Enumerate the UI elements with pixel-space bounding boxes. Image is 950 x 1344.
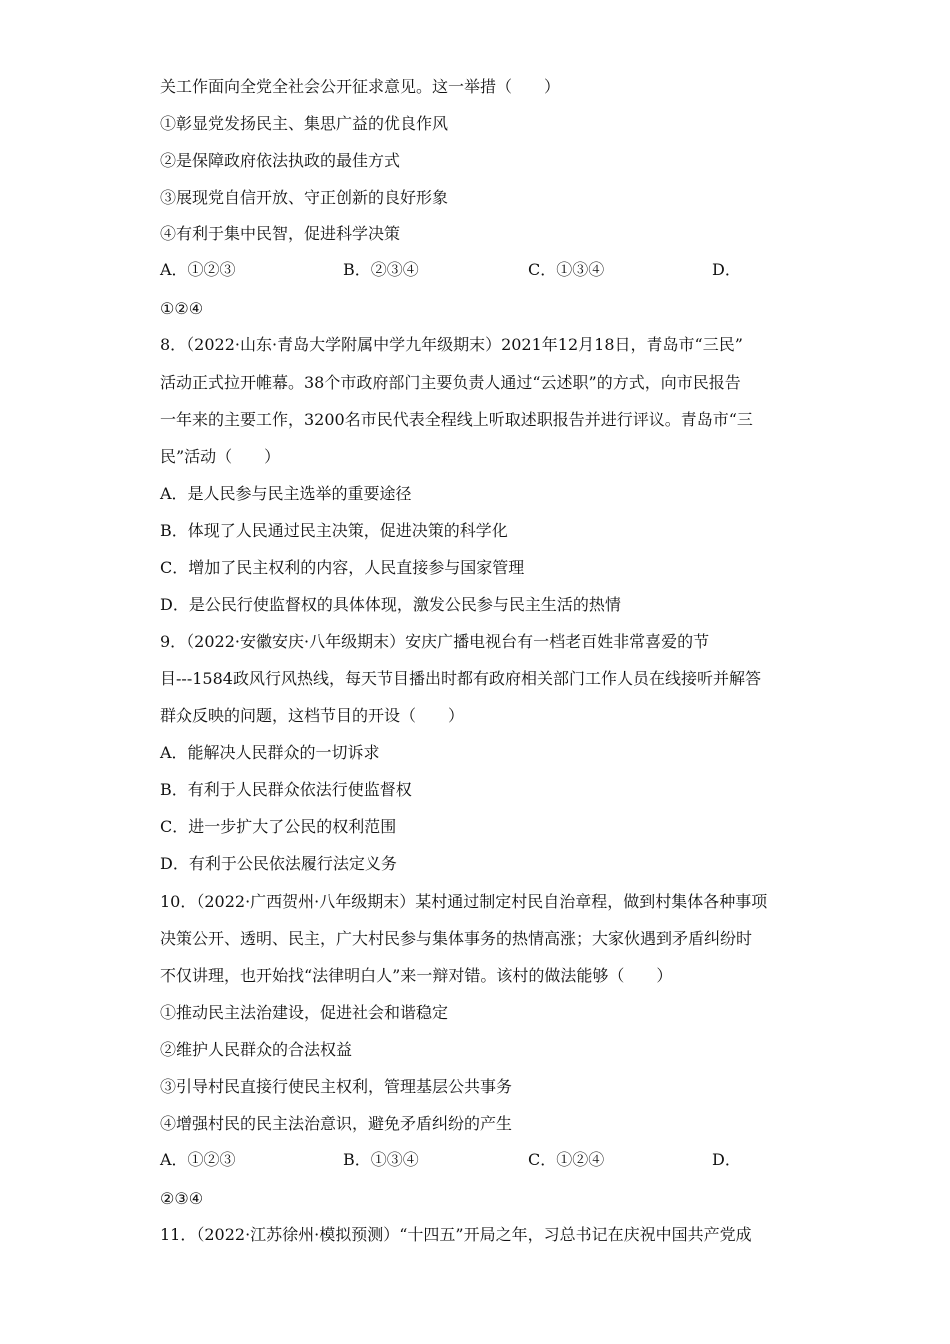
q8-stem-line-3: 一年来的主要工作，3200名市民代表全程线上听取述职报告并进行评议。青岛市“三 <box>160 410 753 429</box>
q10-option-b[interactable]: B．①③④ <box>343 1150 419 1169</box>
q10-stem-line-1: 10．（2022·广西贺州·八年级期末）某村通过制定村民自治章程，做到村集体各种事项 <box>160 892 768 911</box>
q9-option-c[interactable]: C．进一步扩大了公民的权利范围 <box>160 817 397 836</box>
q7-option-c[interactable]: C．①③④ <box>528 260 605 279</box>
q9-option-d[interactable]: D．有利于公民依法履行法定义务 <box>160 854 397 873</box>
q8-option-b[interactable]: B．体现了人民通过民主决策，促进决策的科学化 <box>160 521 508 540</box>
q10-option-c[interactable]: C．①②④ <box>528 1150 605 1169</box>
q10-options <box>160 1148 800 1172</box>
q7-item-1: ①彰显党发扬民主、集思广益的优良作风 <box>160 114 449 133</box>
q8-option-d[interactable]: D．是公民行使监督权的具体体现，激发公民参与民主生活的热情 <box>160 595 621 614</box>
q7-option-d-text[interactable]: ①②④ <box>160 299 204 318</box>
q7-item-3: ③展现党自信开放、守正创新的良好形象 <box>160 188 449 207</box>
q9-option-a[interactable]: A．能解决人民群众的一切诉求 <box>160 743 380 762</box>
q8-option-a[interactable]: A．是人民参与民主选举的重要途径 <box>160 484 412 503</box>
q9-option-b[interactable]: B．有利于人民群众依法行使监督权 <box>160 780 412 799</box>
q10-item-2: ②维护人民群众的合法权益 <box>160 1040 353 1059</box>
q10-item-4: ④增强村民的民主法治意识，避免矛盾纠纷的产生 <box>160 1114 513 1133</box>
q10-option-d-text[interactable]: ②③④ <box>160 1189 204 1208</box>
q10-stem-line-3: 不仅讲理，也开始找“法律明白人”来一辩对错。该村的做法能够（ ） <box>160 966 673 985</box>
q7-item-2: ②是保障政府依法执政的最佳方式 <box>160 151 401 170</box>
q8-option-c[interactable]: C．增加了民主权利的内容，人民直接参与国家管理 <box>160 558 525 577</box>
q9-stem-line-2: 目---1584政风行风热线，每天节目播出时都有政府相关部门工作人员在线接听并解答 <box>160 669 761 688</box>
q8-stem-line-4: 民”活动（ ） <box>160 447 281 466</box>
q7-stem-tail: 关工作面向全党全社会公开征求意见。这一举措（ ） <box>160 77 561 96</box>
q10-item-1: ①推动民主法治建设，促进社会和谐稳定 <box>160 1003 449 1022</box>
q10-option-a[interactable]: A．①②③ <box>160 1150 236 1169</box>
q10-item-3: ③引导村民直接行使民主权利，管理基层公共事务 <box>160 1077 513 1096</box>
q10-stem-line-2: 决策公开、透明、民主，广大村民参与集体事务的热情高涨；大家伙遇到矛盾纠纷时 <box>160 929 753 948</box>
q11-stem-line-1: 11．（2022·江苏徐州·模拟预测）“十四五”开局之年，习总书记在庆祝中国共产党成 <box>160 1225 752 1244</box>
q7-option-a[interactable]: A．①②③ <box>160 260 236 279</box>
q7-options <box>160 258 800 282</box>
q8-stem-line-1: 8．（2022·山东·青岛大学附属中学九年级期末）2021年12月18日，青岛市“三民” <box>160 335 743 354</box>
q10-option-d[interactable]: D． <box>712 1150 741 1169</box>
q8-stem-line-2: 活动正式拉开帷幕。38个市政府部门主要负责人通过“云述职”的方式，向市民报告 <box>160 373 741 392</box>
q9-stem-line-3: 群众反映的问题，这档节目的开设（ ） <box>160 706 465 725</box>
q7-item-4: ④有利于集中民智，促进科学决策 <box>160 224 401 243</box>
q9-stem-line-1: 9．（2022·安徽安庆·八年级期末）安庆广播电视台有一档老百姓非常喜爱的节 <box>160 632 710 651</box>
q7-option-d[interactable]: D． <box>712 260 741 279</box>
q7-option-b[interactable]: B．②③④ <box>343 260 419 279</box>
